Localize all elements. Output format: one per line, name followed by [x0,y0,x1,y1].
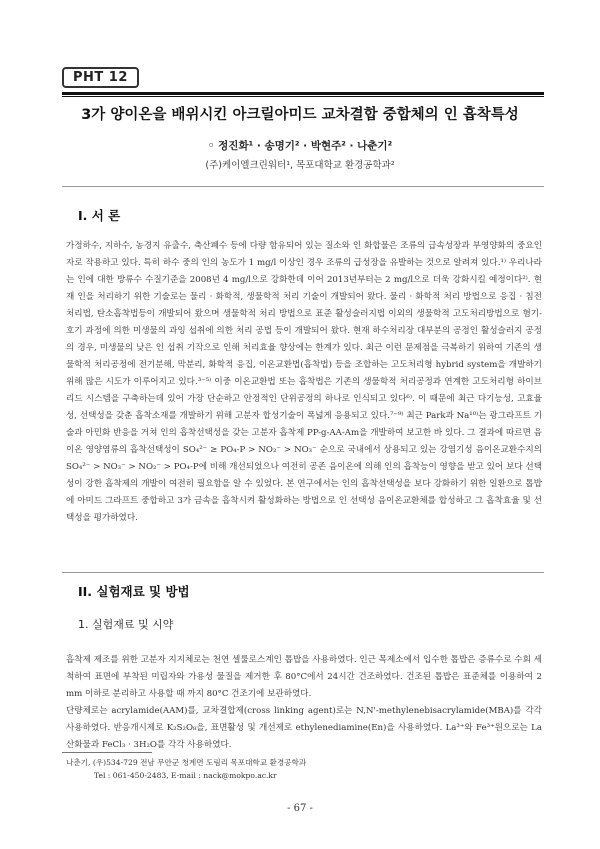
materials-paragraph-2: 단량체로는 acrylamide(AAM)를, 교차결합제(cross linking agent)로는 N,N'-methylenebisacrylamide(MBA)를 각각 사용하였다. 반응개시제로 K₂S₂O₈을, 표면활성 및 개선제로 ethylenediamine(En)을 사용하였다. La³⁺와 Fe³⁺원으로는 La산화물과 FeCl₃ · 3H₂O를 각각 사용하였다. [66,706,542,750]
section-heading-methods: II. 실험재료 및 방법 [78,584,190,599]
section-divider [62,186,544,187]
header-rule-thin [62,96,544,97]
header-rule-thick [62,92,544,95]
introduction-paragraph: 가정하수, 지하수, 농경지 유출수, 축산폐수 등에 다량 함유되어 있는 질소와 인 화합물은 조류의 급속성장과 부영양화의 중요인자로 작용하고 있다. 특히 하수 중의 인의 농도가 1 mg/l 이상인 경우 조류의 급성장을 유발하는 것으로 알려져 있다.¹⁾ 우리나라는 인에 대한 방류수 수질기준을 2008년 4 mg/l으로 강화한데 이어 2013년부터는 2 mg/l으로 더욱 강화시킬 예정이다²⁾. 현재 인을 처리하기 위한 기술로는 물리 · 화학적, 생물학적 처리 기술이 개발되어 왔다. 물리 · 화학적 처리 방법으로 응집 · 침전 처리법, 탄소흡착법등이 개발되어 왔으며 생물학적 처리 방법으로 표준 활성슬러지법 이외의 생물학적 고도처리방법으로 혐기-호기 과정에 의한 미생물의 과잉 섭취에 의한 처리 공법 등이 개발되어 왔다. 현재 하수처리장 대부분의 공정인 활성슬러지 공정의 경우, 미생물의 낮은 인 섭취 기작으로 인해 처리효율 향상에는 한계가 있다. 최근 이런 문제점을 극복하기 위하여 기존의 생물학적 처리공정에 전기분해, 막분리, 화학적 응집, 이온교환법(흡착법) 등을 조합하는 고도처리형 hybrid system을 개발하기 위해 많은 시도가 이루어지고 있다.³⁻⁵⁾ 이중 이온교환법 또는 흡착법은 기존의 생물학적 처리공정과 연계한 고도처리형 하이브리드 시스템을 구축하는데 있어 가장 단순하고 안정적인 단위공정의 하나로 인식되고 있다⁶⁾. 이 때문에 최근 다기능성, 고효율성, 선택성을 갖춘 흡착소재를 개발하기 위해 고분자 합성기술이 폭넓게 응용되고 있다.⁷⁻⁹⁾ 최근 Park과 Na¹⁰⁾는 광그라프트 기술과 아민화 반응을 거쳐 인의 흡착선택성을 갖는 고분자 흡착제 PP-g-AA-Am을 개발하여 보고한 바 있다. 그 결과에 따르면 음이온 영양염류의 흡착선택성이 SO₄²⁻ ≥ PO₄-P > NO₂⁻ > NO₃⁻ 순으로 국내에서 상용되고 있는 강염기성 음이온교환수지의 SO₄²⁻ > NO₃⁻ > NO₂⁻ > PO₄-P에 비해 개선되었으나 여전히 공존 음이온에 의해 인의 흡착능이 영향을 받고 있어 보다 선택성이 강한 흡착제의 개발이 여전히 필요함을 알 수 있었다. 본 연구에서는 인의 흡착선택성을 보다 강화하기 위한 일환으로 톱밥에 아미드 그라프트 중합하고 3가 금속을 흡착시켜 활성화하는 방법으로 인 선택성 음이온교환체를 합성하고 그 흡착효율 및 선택성을 평가하였다. [66,241,542,523]
corresponding-author-footnote [66,756,306,782]
section-heading-introduction: I. 서 론 [78,208,121,223]
session-badge: PHT 12 [62,67,139,88]
subsection-heading-materials: 1. 실험재료 및 시약 [78,618,174,631]
footnote-rule [62,752,152,753]
author-list: ◦ 정진화¹ · 송명기² · 박현주² · 나춘기² [207,140,393,152]
page-number: - 67 - [287,803,313,814]
affiliation: (주)케이엘크린워터¹, 목포대학교 환경공학과² [205,160,395,171]
paper-title: 3가 양이온을 배위시킨 아크릴아미드 교차결합 중합체의 인 흡착특성 [81,107,519,123]
materials-paragraph-1: 흡착제 제조를 위한 고분자 지지체로는 천연 셀룰로스계인 톱밥을 사용하였다. 인근 목제소에서 입수한 톱밥은 증류수로 수회 세척하여 표면에 부착된 미립자와 가용성 물질을 제거한 후 80°C에서 24시간 건조하였다. 건조된 톱밥은 표준체를 이용하여 2 mm 이하로 분리하고 사용할 때 까지 80°C 건조기에 보관하였다. [66,655,542,699]
footnote-contact: Tel : 061-450-2483, E-mail : nack@mokpo.ac.kr [94,771,277,780]
footnote-address: 나춘기, (우)534-729 전남 무안군 청계면 도림리 목포대학교 환경공학과 [66,758,307,767]
section-divider [62,572,544,573]
